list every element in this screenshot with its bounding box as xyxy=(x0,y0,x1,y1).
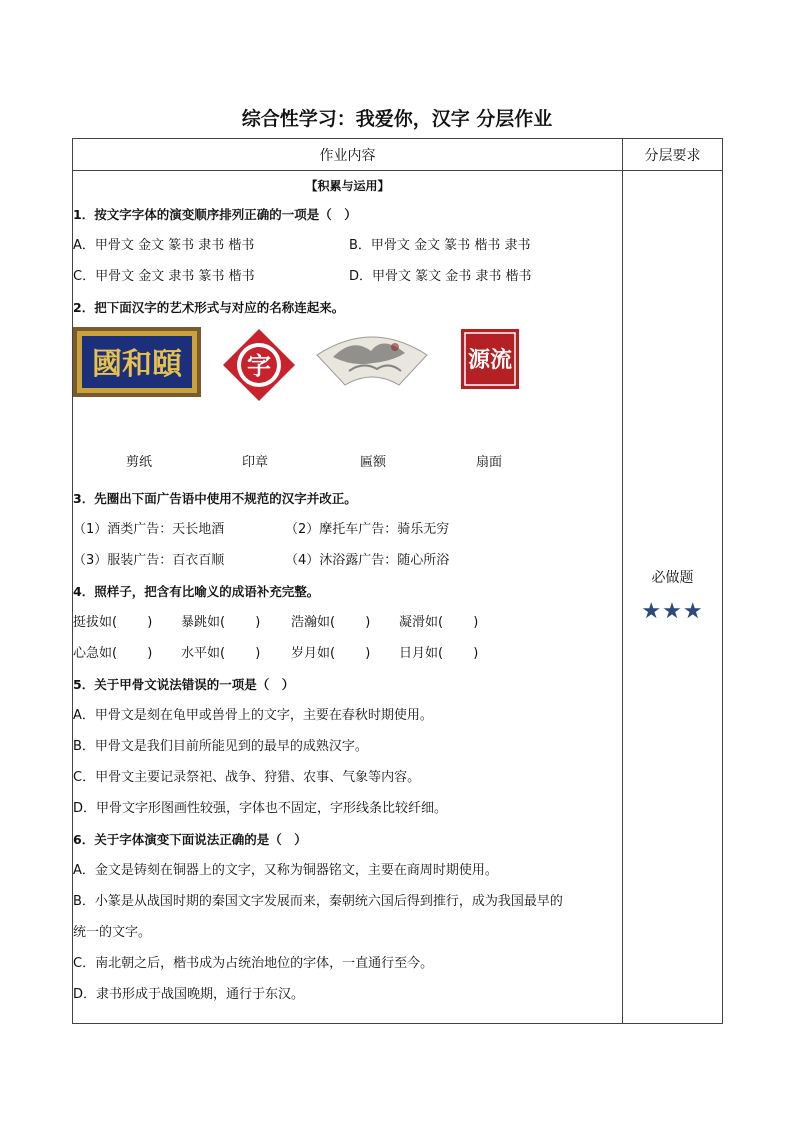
header-content: 作业内容 xyxy=(73,139,623,171)
q4-blank-3: 浩瀚如( ) xyxy=(291,615,371,630)
q3-item-2: （2）摩托车广告：骑乐无穷 xyxy=(285,522,450,537)
q1-row-cd xyxy=(73,261,622,292)
q5-option-d: D．甲骨文字形图画性较强，字体也不固定，字形线条比较纤细。 xyxy=(73,801,448,816)
q4-blank-1: 挺拔如( ) xyxy=(73,615,153,630)
label-plaque: 匾额 xyxy=(360,455,387,470)
q4-row-2 xyxy=(73,638,622,669)
seal-text: 源流 xyxy=(467,347,513,373)
q4-blank-8: 日月如( ) xyxy=(399,646,479,661)
q2-label-row xyxy=(73,443,622,483)
q3-row-2 xyxy=(73,545,622,576)
q4-blank-5: 心急如( ) xyxy=(73,646,153,661)
q5-option-a: A．甲骨文是刻在龟甲或兽骨上的文字，主要在春秋时期使用。 xyxy=(73,708,433,723)
q4-blank-2: 暴跳如( ) xyxy=(181,615,261,630)
plaque-text: 國和頤 xyxy=(92,347,182,382)
papercut-char: 字 xyxy=(247,351,271,380)
q1-option-d: D．甲骨文 篆文 金书 隶书 楷书 xyxy=(349,269,532,284)
q1-stem: 1．按文字字体的演变顺序排列正确的一项是（ ） xyxy=(73,207,357,222)
q5-stem: 5．关于甲骨文说法错误的一项是（ ） xyxy=(73,677,295,692)
q4-row-1 xyxy=(73,607,622,638)
q6-option-c: C．南北朝之后，楷书成为占统治地位的字体，一直通行至今。 xyxy=(73,956,434,971)
q2-stem: 2．把下面汉字的艺术形式与对应的名称连起来。 xyxy=(73,300,345,315)
q4-blank-7: 岁月如( ) xyxy=(291,646,371,661)
q6-option-b-line1: B．小篆是从战国时期的秦国文字发展而来，秦朝统六国后得到推行，成为我国最早的 xyxy=(73,894,563,909)
q3-item-1: （1）酒类广告：天长地酒 xyxy=(73,522,225,537)
q1-option-b: B．甲骨文 金文 篆书 楷书 隶书 xyxy=(349,238,531,253)
q6-option-d: D．隶书形成于战国晚期，通行于东汉。 xyxy=(73,987,305,1002)
plaque-image xyxy=(73,327,201,397)
homework-table xyxy=(72,138,723,1024)
q2-image-row xyxy=(73,323,622,443)
label-seal: 印章 xyxy=(242,455,269,470)
q3-item-4: （4）沐浴露广告：随心所浴 xyxy=(285,553,450,568)
seal-image xyxy=(459,327,521,391)
q3-item-3: （3）服装广告：百衣百顺 xyxy=(73,553,225,568)
star-rating: ★★★ xyxy=(641,599,704,624)
level-text: 必做题 xyxy=(651,570,694,586)
page-title: 综合性学习：我爱你，汉字 分层作业 xyxy=(241,108,553,130)
q1-option-a: A．甲骨文 金文 篆书 隶书 楷书 xyxy=(73,238,255,253)
section-heading: 【积累与运用】 xyxy=(305,179,390,193)
q3-row-1 xyxy=(73,514,622,545)
label-fan: 扇面 xyxy=(476,455,503,470)
papercut-image xyxy=(221,327,297,403)
fan-image xyxy=(313,327,431,387)
header-row xyxy=(73,139,723,171)
q4-stem: 4．照样子，把含有比喻义的成语补充完整。 xyxy=(73,584,320,599)
q3-stem: 3．先圈出下面广告语中使用不规范的汉字并改正。 xyxy=(73,491,357,506)
level-cell xyxy=(623,171,723,1024)
q6-option-b-line2: 统一的文字。 xyxy=(73,925,152,940)
q4-blank-6: 水平如( ) xyxy=(181,646,261,661)
q1-option-c: C．甲骨文 金文 隶书 篆书 楷书 xyxy=(73,269,255,284)
body-row xyxy=(73,171,723,1024)
q1-row-ab xyxy=(73,230,622,261)
content-cell xyxy=(73,171,623,1024)
q6-stem: 6．关于字体演变下面说法正确的是（ ） xyxy=(73,832,307,847)
q4-blank-4: 凝滑如( ) xyxy=(399,615,479,630)
q6-option-a: A．金文是铸刻在铜器上的文字，又称为铜器铭文，主要在商周时期使用。 xyxy=(73,863,498,878)
q5-option-b: B．甲骨文是我们目前所能见到的最早的成熟汉字。 xyxy=(73,739,368,754)
label-papercut: 剪纸 xyxy=(126,455,153,470)
q5-option-c: C．甲骨文主要记录祭祀、战争、狩猎、农事、气象等内容。 xyxy=(73,770,421,785)
header-level: 分层要求 xyxy=(623,139,723,171)
